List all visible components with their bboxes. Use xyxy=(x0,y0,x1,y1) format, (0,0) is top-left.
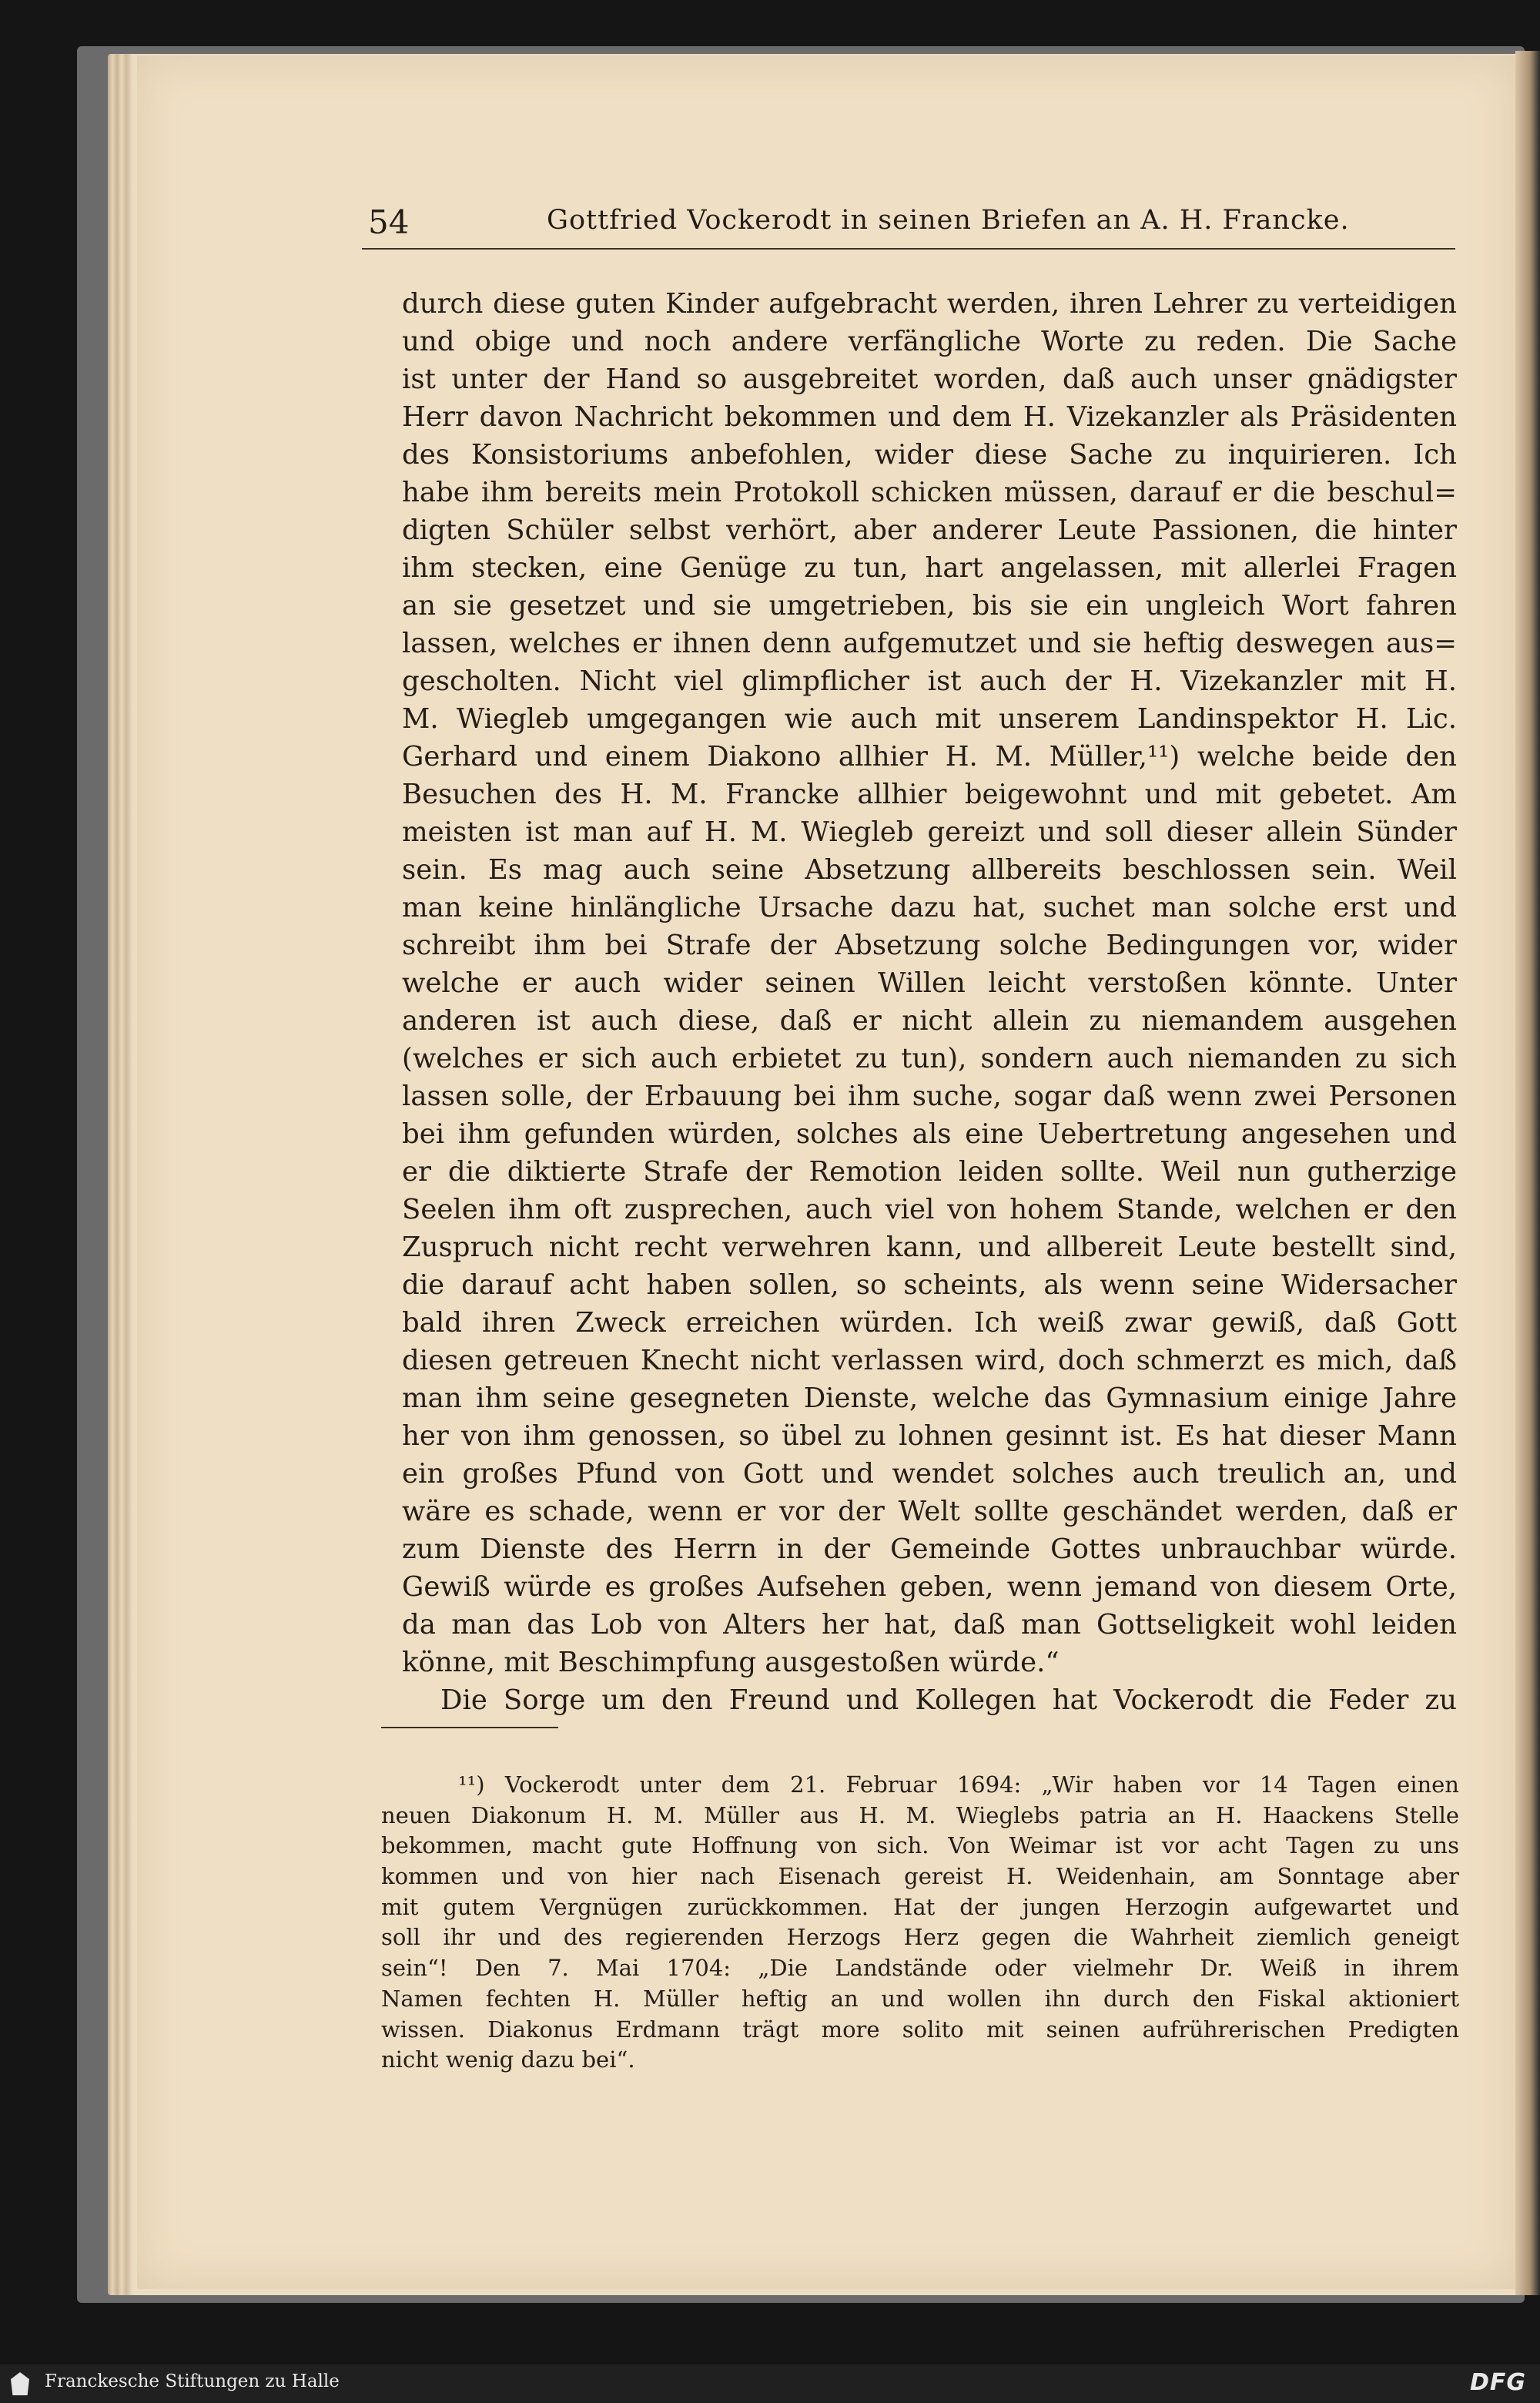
footnote-line: kommen und von hier nach Eisenach gereist H. Weidenhain, am Sonntage aber xyxy=(381,1863,1459,1890)
body-line: lassen solle, der Erbauung bei ihm suche, sogar daß wenn zwei Personen xyxy=(402,1081,1457,1112)
body-line: Gewiß würde es großes Aufsehen geben, wenn jemand von diesem Orte, xyxy=(402,1571,1457,1603)
body-line: meisten ist man auf H. M. Wiegleb gereizt und soll dieser allein Sünder xyxy=(402,816,1457,848)
body-line: ist unter der Hand so ausgebreitet worden, daß auch unser gnädigster xyxy=(402,364,1457,395)
running-title: Gottfried Vockerodt in seinen Briefen an A. H. Francke. xyxy=(547,205,1350,236)
facing-page-edge xyxy=(1515,51,1540,2295)
footnote-line: Namen fechten H. Müller heftig an und wollen ihn durch den Fiskal aktioniert xyxy=(381,1985,1459,2012)
body-line: Die Sorge um den Freund und Kollegen hat Vockerodt die Feder zu xyxy=(440,1684,1457,1716)
body-line: bald ihren Zweck erreichen würden. Ich weiß zwar gewiß, daß Gott xyxy=(402,1307,1457,1339)
body-line: welche er auch wider seinen Willen leicht verstoßen könnte. Unter xyxy=(402,967,1457,999)
footnote-line: neuen Diakonum H. M. Müller aus H. M. Wieglebs patria an H. Haackens Stelle xyxy=(381,1801,1459,1828)
footnote-separator xyxy=(381,1727,558,1728)
footnote-line: nicht wenig dazu bei“. xyxy=(381,2046,635,2073)
body-line: man ihm seine gesegneten Dienste, welche das Gymnasium einige Jahre xyxy=(402,1382,1457,1414)
body-line: her von ihm genossen, so übel zu lohnen gesinnt ist. Es hat dieser Mann xyxy=(402,1420,1457,1452)
body-line: Zuspruch nicht recht verwehren kann, und allbereit Leute bestellt sind, xyxy=(402,1232,1457,1263)
institution-name: Franckesche Stiftungen zu Halle xyxy=(45,2371,340,2391)
footnote-line: bekommen, macht gute Hoffnung von sich. Von Weimar ist vor acht Tagen zu uns xyxy=(381,1832,1459,1859)
body-line: schreibt ihm bei Strafe der Absetzung solche Bedingungen vor, wider xyxy=(402,930,1457,961)
footnote-line: mit gutem Vergnügen zurückkommen. Hat der jungen Herzogin aufgewartet und xyxy=(381,1893,1459,1920)
body-line: könne, mit Beschimpfung ausgestoßen würde.“ xyxy=(402,1647,1060,1678)
page-number: 54 xyxy=(368,203,410,241)
body-line: digten Schüler selbst verhört, aber anderer Leute Passionen, die hinter xyxy=(402,514,1457,546)
body-line: sein. Es mag auch seine Absetzung allbereits beschlossen sein. Weil xyxy=(402,854,1457,886)
body-line: diesen getreuen Knecht nicht verlassen wird, doch schmerzt es mich, daß xyxy=(402,1345,1457,1376)
footnote-line: wissen. Diakonus Erdmann trägt more solito mit seinen aufrührerischen Predigten xyxy=(381,2016,1459,2043)
body-line: (welches er sich auch erbietet zu tun), sondern auch niemanden zu sich xyxy=(402,1043,1457,1074)
body-line: zum Dienste des Herrn in der Gemeinde Gottes unbrauchbar würde. xyxy=(402,1533,1457,1565)
body-line: ein großes Pfund von Gott und wendet solches auch treulich an, und xyxy=(402,1458,1457,1490)
franckesche-stiftungen-logo-icon xyxy=(11,2372,29,2395)
body-line: bei ihm gefunden würden, solches als eine Uebertretung angesehen und xyxy=(402,1118,1457,1150)
body-line: an sie gesetzet und sie umgetrieben, bis sie ein ungleich Wort fahren xyxy=(402,590,1457,622)
body-line: lassen, welches er ihnen denn aufgemutzet und sie heftig deswegen aus= xyxy=(402,628,1457,659)
dfg-logo: DFG xyxy=(1469,2369,1526,2396)
page-header xyxy=(362,202,1455,250)
body-line: ihm stecken, eine Genüge zu tun, hart angelassen, mit allerlei Fragen xyxy=(402,552,1457,584)
body-line: gescholten. Nicht viel glimpflicher ist auch der H. Vizekanzler mit H. xyxy=(402,665,1457,697)
body-line: Gerhard und einem Diakono allhier H. M. Müller,¹¹) welche beide den xyxy=(402,741,1457,773)
footnote-line: soll ihr und des regierenden Herzogs Herz gegen die Wahrheit ziemlich geneigt xyxy=(381,1924,1459,1951)
body-line: Seelen ihm oft zusprechen, auch viel von hohem Stande, welchen er den xyxy=(402,1194,1457,1225)
body-line: die darauf acht haben sollen, so scheints, als wenn seine Widersacher xyxy=(402,1269,1457,1301)
footnotes xyxy=(381,1770,1459,2076)
body-line: da man das Lob von Alters her hat, daß man Gottseligkeit wohl leiden xyxy=(402,1609,1457,1641)
body-line: M. Wiegleb umgegangen wie auch mit unserem Landinspektor H. Lic. xyxy=(402,703,1457,735)
body-line: anderen ist auch diese, daß er nicht allein zu niemandem ausgehen xyxy=(402,1005,1457,1037)
footnote-line: ¹¹) Vockerodt unter dem 21. Februar 1694: „Wir haben vor 14 Tagen einen xyxy=(458,1771,1459,1798)
body-line: er die diktierte Strafe der Remotion leiden sollte. Weil nun gutherzige xyxy=(402,1156,1457,1188)
body-line: wäre es schade, wenn er vor der Welt sollte geschändet werden, daß er xyxy=(402,1496,1457,1527)
body-text xyxy=(402,285,1457,1719)
body-line: durch diese guten Kinder aufgebracht werden, ihren Lehrer zu verteidigen xyxy=(402,288,1457,320)
body-line: und obige und noch andere verfängliche Worte zu reden. Die Sache xyxy=(402,326,1457,357)
viewer-footer xyxy=(0,2364,1540,2403)
body-line: Besuchen des H. M. Francke allhier beigewohnt und mit gebetet. Am xyxy=(402,779,1457,810)
body-line: des Konsistoriums anbefohlen, wider diese Sache zu inquirieren. Ich xyxy=(402,439,1457,471)
footnote-line: sein“! Den 7. Mai 1704: „Die Landstände oder vielmehr Dr. Weiß in ihrem xyxy=(381,1955,1459,1982)
body-line: habe ihm bereits mein Protokoll schicken müssen, darauf er die beschul= xyxy=(402,477,1457,508)
body-line: Herr davon Nachricht bekommen und dem H. Vizekanzler als Präsidenten xyxy=(402,401,1457,433)
body-line: man keine hinlängliche Ursache dazu hat, suchet man solche erst und xyxy=(402,892,1457,923)
